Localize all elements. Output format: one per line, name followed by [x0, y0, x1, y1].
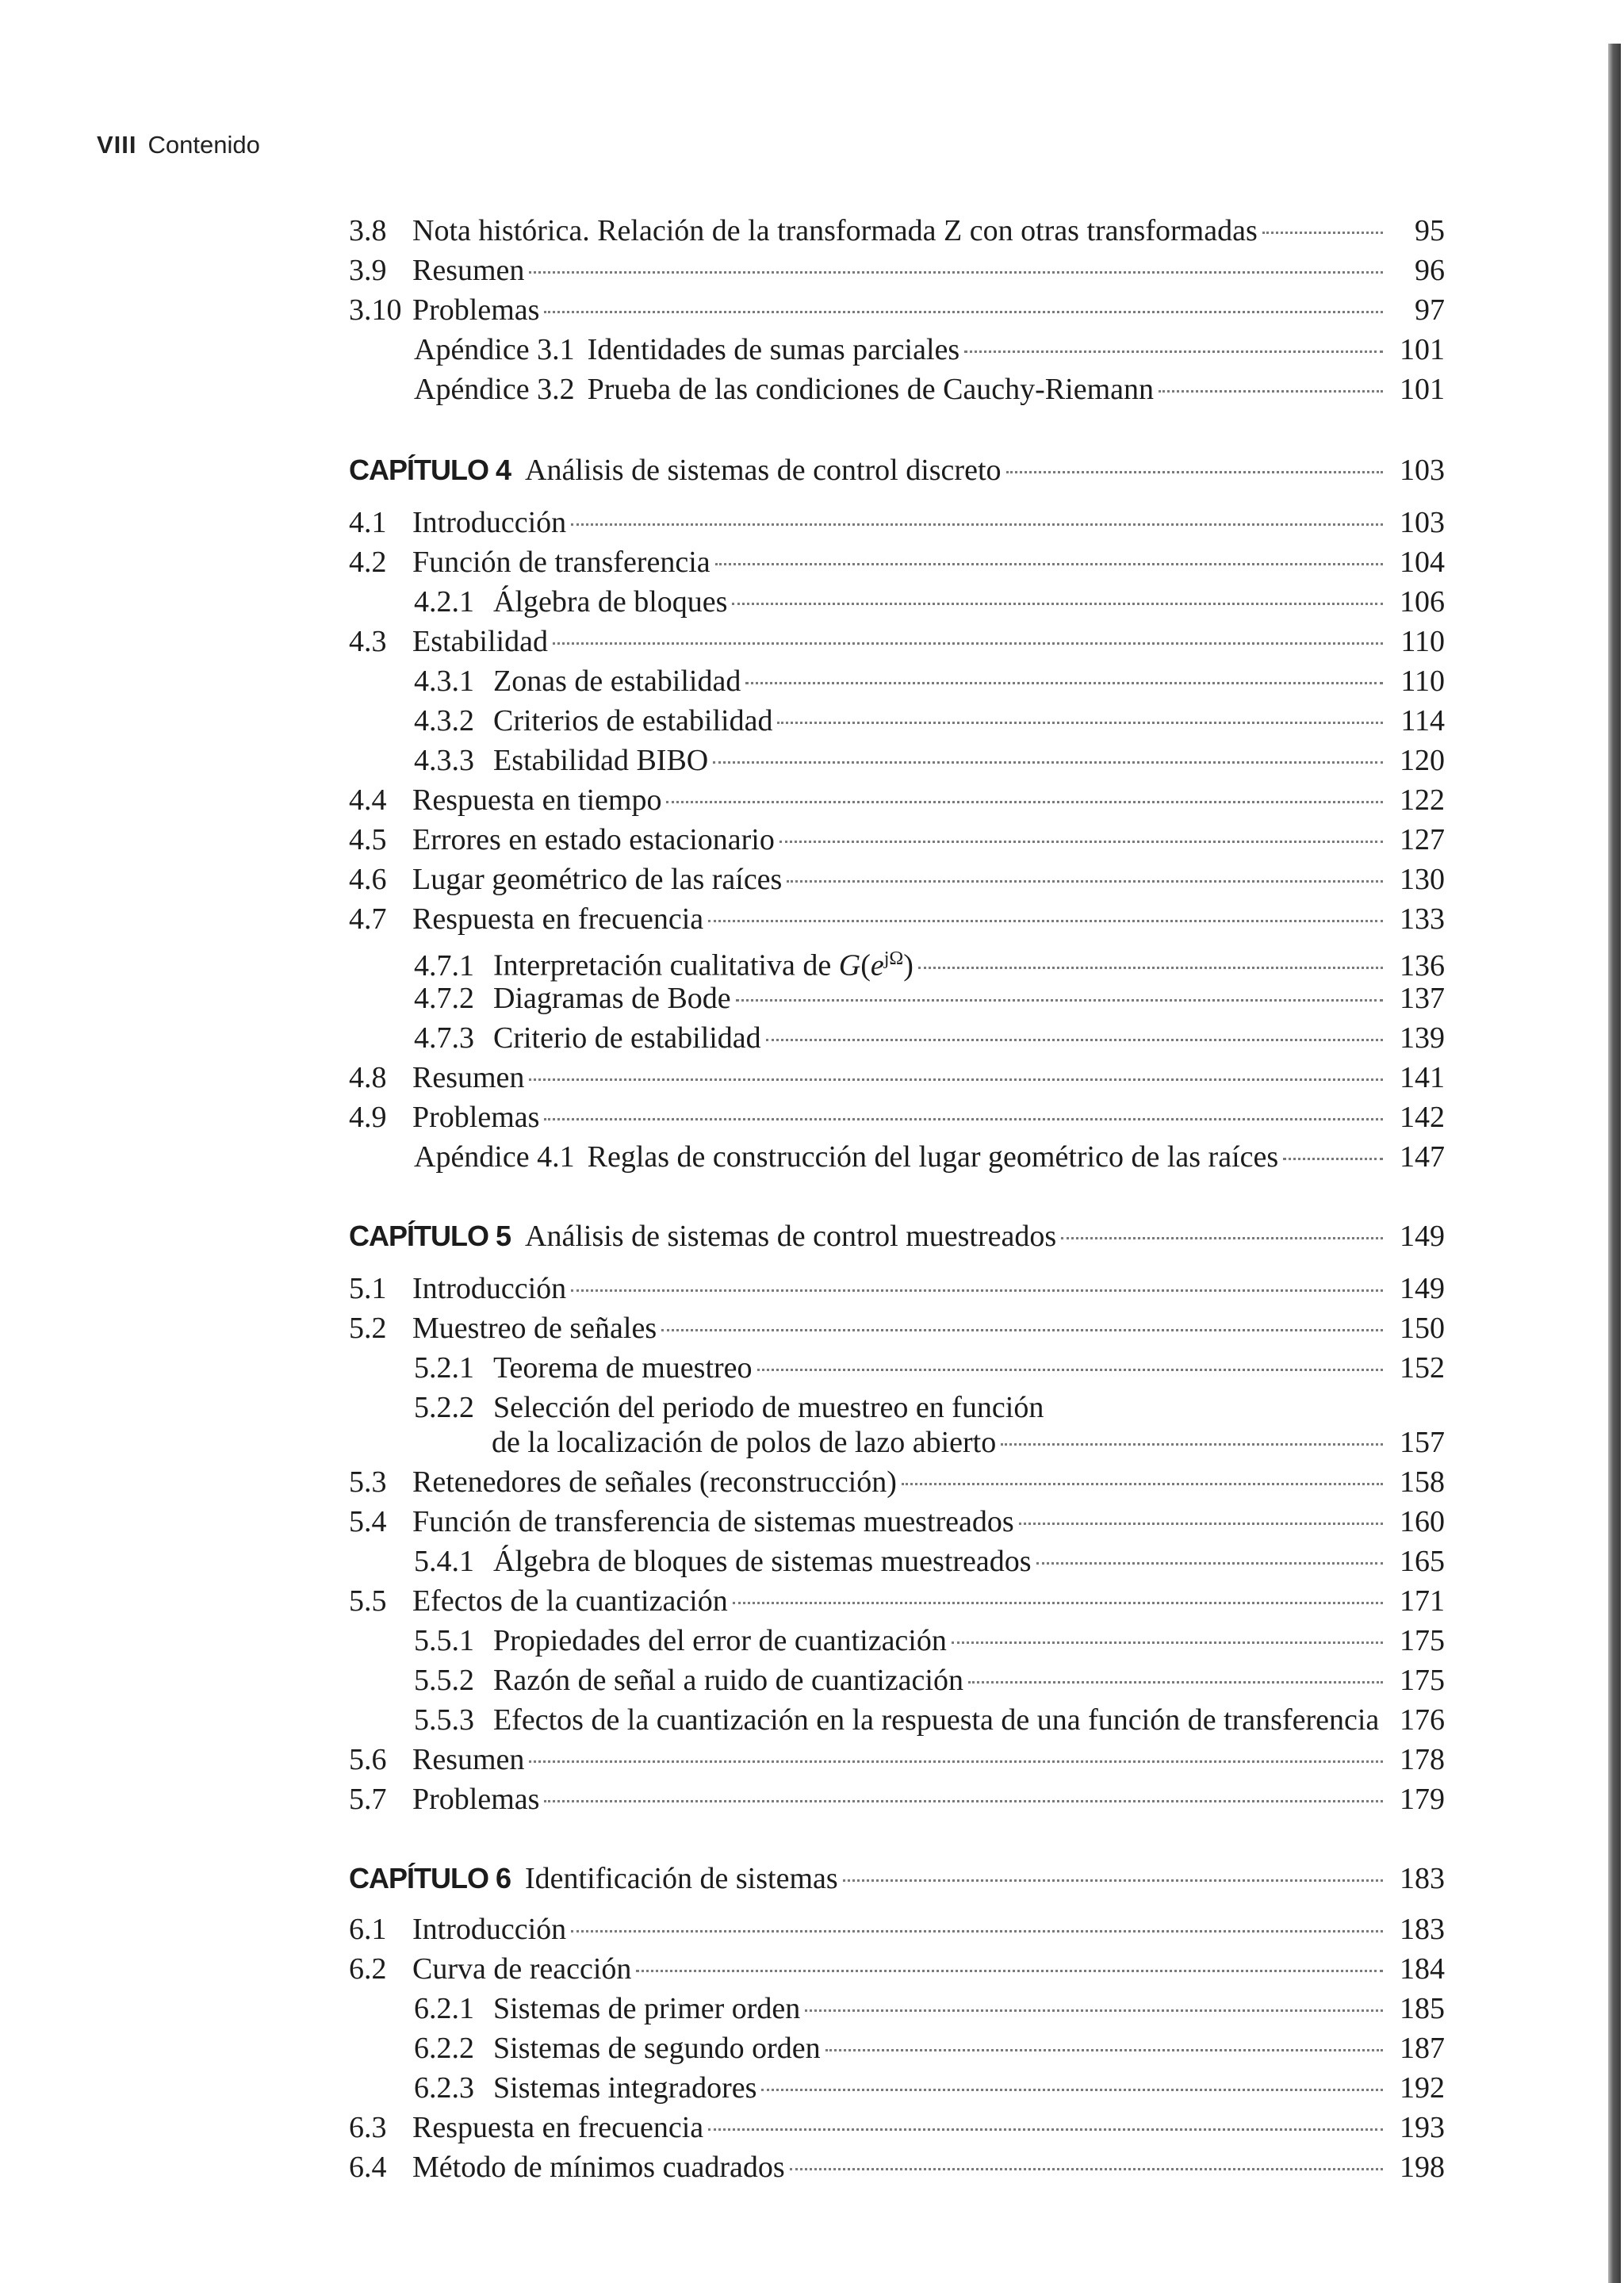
- entry-title: Lugar geométrico de las raíces: [412, 863, 783, 896]
- dot-leader: [732, 603, 1383, 605]
- entry-title: de la localización de polos de lazo abierto: [492, 1426, 997, 1459]
- section-number: 5.5.3: [414, 1703, 474, 1737]
- page-number: 110: [1400, 665, 1445, 698]
- dot-leader: [825, 2049, 1383, 2051]
- dot-leader: [757, 1369, 1383, 1371]
- toc-entry-row: [349, 2149, 1445, 2185]
- entry-title: Respuesta en frecuencia: [412, 902, 704, 936]
- dot-leader: [544, 311, 1383, 313]
- section-number: 6.2.1: [414, 1992, 474, 2025]
- dot-leader: [553, 642, 1383, 645]
- toc-entry-row: [414, 1543, 1445, 1580]
- page-number: 95: [1415, 214, 1445, 247]
- toc-entry-row: [414, 1662, 1445, 1699]
- entry-title: Sistemas de segundo orden: [493, 2032, 821, 2065]
- entry-title: Introducción: [412, 1913, 567, 1946]
- page-number: 122: [1400, 783, 1445, 817]
- entry-title: Problemas: [412, 1101, 540, 1134]
- dot-leader: [777, 722, 1383, 724]
- dot-leader: [968, 1681, 1383, 1684]
- dot-leader: [666, 801, 1383, 803]
- page-number: 104: [1400, 546, 1445, 579]
- toc-entry-row: [414, 2030, 1445, 2067]
- toc-entry-row: [414, 663, 1445, 699]
- page-number: 183: [1400, 1862, 1445, 1895]
- toc-entry-row: [349, 292, 1445, 328]
- entry-title: Método de mínimos cuadrados: [412, 2151, 785, 2184]
- entry-title: Estabilidad BIBO: [493, 744, 709, 777]
- page-number: 114: [1400, 704, 1445, 737]
- entry-title: Álgebra de bloques de sistemas muestreados: [493, 1545, 1032, 1578]
- section-number: 4.6: [349, 863, 387, 896]
- entry-title: Nota histórica. Relación de la transformada Z con otras transformadas: [412, 214, 1258, 247]
- dot-leader: [571, 523, 1383, 526]
- dot-leader: [1006, 471, 1383, 473]
- section-number: 4.7: [349, 902, 387, 936]
- page-number: 192: [1400, 2071, 1445, 2105]
- toc-entry-row: [414, 1622, 1445, 1659]
- entry-title: Estabilidad: [412, 625, 548, 658]
- toc-entry-row: [414, 940, 1445, 983]
- toc-entry-row: [349, 213, 1445, 249]
- section-number: 5.1: [349, 1272, 387, 1305]
- page-number: 157: [1400, 1426, 1445, 1459]
- dot-leader: [1159, 390, 1383, 393]
- entry-title: Curva de reacción: [412, 1952, 632, 1986]
- entry-title: Sistemas integradores: [493, 2071, 757, 2105]
- dot-leader: [1283, 1158, 1383, 1160]
- page-number: 96: [1415, 254, 1445, 287]
- dot-leader: [1262, 232, 1383, 234]
- entry-title: Razón de señal a ruido de cuantización: [493, 1664, 963, 1697]
- page-number: 137: [1400, 982, 1445, 1015]
- page-number: 179: [1400, 1783, 1445, 1816]
- entry-title: Diagramas de Bode: [493, 982, 731, 1015]
- chapter-label: CAPÍTULO 5: [349, 1220, 511, 1252]
- section-number: 4.8: [349, 1061, 387, 1094]
- toc-entry-row: [349, 1310, 1445, 1346]
- page-number: 193: [1400, 2111, 1445, 2144]
- section-number: 4.2: [349, 546, 387, 579]
- dot-leader: [952, 1641, 1383, 1644]
- entry-title: Propiedades del error de cuantización: [493, 1624, 947, 1657]
- toc-entry-row: [414, 1702, 1445, 1738]
- entry-title: Prueba de las condiciones de Cauchy-Riemann: [587, 373, 1155, 406]
- section-number: 5.2: [349, 1312, 387, 1345]
- dot-leader: [1019, 1523, 1383, 1525]
- toc-entry-row: [349, 1464, 1445, 1500]
- page-number: 101: [1400, 373, 1445, 406]
- dot-leader: [715, 563, 1383, 565]
- entry-title: Interpretación cualitativa de $G(e^{j\Omega})$: [493, 948, 914, 983]
- toc-entry-row: [349, 782, 1445, 818]
- toc-entry-row: [414, 331, 1445, 368]
- dot-leader: [571, 1289, 1383, 1292]
- section-number: 4.3.2: [414, 704, 474, 737]
- section-number: 4.1: [349, 506, 387, 539]
- entry-title: Resumen: [412, 254, 525, 287]
- toc-entry-row: [414, 1389, 1445, 1426]
- page-number: 101: [1400, 333, 1445, 366]
- dot-leader: [571, 1930, 1383, 1933]
- toc-entry-row: [349, 1741, 1445, 1778]
- dot-leader: [918, 967, 1383, 969]
- toc-entry-row: [414, 1990, 1445, 2027]
- page-number: 185: [1400, 1992, 1445, 2025]
- entry-title: Selección del periodo de muestreo en función: [493, 1391, 1044, 1424]
- toc-entry-row: [349, 901, 1445, 937]
- dot-leader: [1001, 1443, 1383, 1446]
- header-page-number: VIII: [97, 131, 137, 159]
- section-number: 5.4: [349, 1505, 387, 1538]
- entry-title: Función de transferencia: [412, 546, 710, 579]
- section-number: 4.7.3: [414, 1021, 474, 1055]
- section-number: 5.2.1: [414, 1351, 474, 1385]
- page-number: 198: [1400, 2151, 1445, 2184]
- dot-leader: [745, 682, 1383, 684]
- toc-entry-row: [414, 742, 1445, 779]
- entry-title: Criterio de estabilidad: [493, 1021, 761, 1055]
- page-number: 110: [1400, 625, 1445, 658]
- page-number: 187: [1400, 2032, 1445, 2065]
- section-number: 5.2.2: [414, 1391, 474, 1424]
- entry-title: Identidades de sumas parciales: [587, 333, 960, 366]
- dot-leader: [636, 1970, 1383, 1972]
- toc-entry-row: [349, 1951, 1445, 1987]
- section-number: 5.5.2: [414, 1664, 474, 1697]
- dot-leader: [529, 1078, 1383, 1081]
- page-number: 103: [1400, 454, 1445, 487]
- page-number: 120: [1400, 744, 1445, 777]
- section-number: 5.3: [349, 1465, 387, 1499]
- entry-title: Problemas: [412, 293, 540, 327]
- toc-entry-row: [349, 623, 1445, 660]
- toc-entry-row: [349, 544, 1445, 580]
- page-number: 97: [1415, 293, 1445, 327]
- dot-leader: [787, 880, 1383, 883]
- dot-leader: [805, 2009, 1383, 2012]
- dot-leader: [733, 1602, 1383, 1604]
- section-number: 4.9: [349, 1101, 387, 1134]
- page-number: 175: [1400, 1664, 1445, 1697]
- entry-title: Errores en estado estacionario: [412, 823, 775, 856]
- section-number: 5.5.1: [414, 1624, 474, 1657]
- dot-leader: [661, 1329, 1383, 1331]
- page-number: 133: [1400, 902, 1445, 936]
- dot-leader: [964, 350, 1383, 353]
- toc-entry-row: [349, 1059, 1445, 1096]
- section-number: 6.2: [349, 1952, 387, 1986]
- dot-leader: [1036, 1562, 1383, 1565]
- page-number: 183: [1400, 1913, 1445, 1946]
- dot-leader: [708, 2128, 1383, 2131]
- dot-leader: [779, 841, 1383, 843]
- dot-leader: [1061, 1237, 1383, 1239]
- toc-entry-row: [349, 2109, 1445, 2146]
- page-number: 149: [1400, 1220, 1445, 1253]
- page-number: 152: [1400, 1351, 1445, 1385]
- entry-title: Muestreo de señales: [412, 1312, 657, 1345]
- page-number: 127: [1400, 823, 1445, 856]
- entry-title: Análisis de sistemas de control muestreados: [525, 1220, 1057, 1253]
- section-number: 4.5: [349, 823, 387, 856]
- section-number: 4.7.1: [414, 948, 474, 983]
- toc-entry-row: [349, 504, 1445, 541]
- toc-entry-row: [492, 1424, 1445, 1461]
- page-number: 150: [1400, 1312, 1445, 1345]
- entry-title: Resumen: [412, 1061, 525, 1094]
- section-number: 4.3.1: [414, 665, 474, 698]
- dot-leader: [544, 1118, 1383, 1120]
- entry-title: Introducción: [412, 1272, 567, 1305]
- entry-title: Efectos de la cuantización en la respuesta de una función de transferencia: [493, 1703, 1380, 1737]
- entry-title: Efectos de la cuantización: [412, 1584, 728, 1618]
- page-number: 178: [1400, 1743, 1445, 1776]
- chapter-label: CAPÍTULO 4: [349, 454, 511, 486]
- page-number: 103: [1400, 506, 1445, 539]
- entry-title: Zonas de estabilidad: [493, 665, 741, 698]
- toc-entry-row: [349, 822, 1445, 858]
- section-number: 6.4: [349, 2151, 387, 2184]
- toc-entry-row: [414, 1020, 1445, 1056]
- page-number: 149: [1400, 1272, 1445, 1305]
- entry-title: Problemas: [412, 1783, 540, 1816]
- toc-entry-row: [414, 371, 1445, 408]
- page-number: 147: [1400, 1140, 1445, 1174]
- toc-chapter-row: [349, 452, 1445, 488]
- toc-entry-row: [349, 1911, 1445, 1948]
- section-number: 3.8: [349, 214, 387, 247]
- page-number: 184: [1400, 1952, 1445, 1986]
- section-number: 5.7: [349, 1783, 387, 1816]
- toc-entry-row: [414, 584, 1445, 620]
- toc-entry-row: [349, 1781, 1445, 1818]
- entry-title: Retenedores de señales (reconstrucción): [412, 1465, 897, 1499]
- page-number: 136: [1400, 948, 1445, 983]
- toc-entry-row: [349, 252, 1445, 289]
- entry-title: Respuesta en frecuencia: [412, 2111, 704, 2144]
- entry-title: Función de transferencia de sistemas muestreados: [412, 1505, 1014, 1538]
- section-number: 4.3: [349, 625, 387, 658]
- dot-leader: [761, 2089, 1383, 2091]
- dot-leader: [708, 920, 1383, 922]
- page-number: 139: [1400, 1021, 1445, 1055]
- section-number: 4.7.2: [414, 982, 474, 1015]
- dot-leader: [713, 761, 1383, 764]
- page-number: 130: [1400, 863, 1445, 896]
- section-number: 5.5: [349, 1584, 387, 1618]
- entry-title: Resumen: [412, 1743, 525, 1776]
- entry-title: Criterios de estabilidad: [493, 704, 773, 737]
- entry-title: Álgebra de bloques: [493, 585, 728, 619]
- page-number: 158: [1400, 1465, 1445, 1499]
- section-number: 4.3.3: [414, 744, 474, 777]
- toc-chapter-row: [349, 1218, 1445, 1255]
- page-number: 141: [1400, 1061, 1445, 1094]
- entry-title: Sistemas de primer orden: [493, 1992, 801, 2025]
- toc-entry-row: [414, 703, 1445, 739]
- toc-entry-row: [349, 1270, 1445, 1307]
- section-number: 3.10: [349, 293, 402, 327]
- entry-title: Respuesta en tiempo: [412, 783, 662, 817]
- entry-title: Identificación de sistemas: [525, 1862, 838, 1895]
- section-number: Apéndice 4.1: [414, 1140, 575, 1174]
- section-number: 5.6: [349, 1743, 387, 1776]
- toc-entry-row: [349, 1503, 1445, 1540]
- section-number: 5.4.1: [414, 1545, 474, 1578]
- section-number: 6.3: [349, 2111, 387, 2144]
- dot-leader: [902, 1483, 1383, 1485]
- section-number: 3.9: [349, 254, 387, 287]
- toc-entry-row: [414, 2070, 1445, 2106]
- dot-leader: [529, 1760, 1383, 1763]
- header-title: Contenido: [147, 131, 260, 159]
- dot-leader: [766, 1039, 1383, 1041]
- section-number: 4.4: [349, 783, 387, 817]
- dot-leader: [790, 2168, 1383, 2170]
- section-number: Apéndice 3.1: [414, 333, 575, 366]
- entry-title: Reglas de construcción del lugar geométrico de las raíces: [587, 1140, 1279, 1174]
- section-number: Apéndice 3.2: [414, 373, 575, 406]
- page-number: 160: [1400, 1505, 1445, 1538]
- toc-entry-row: [414, 1139, 1445, 1175]
- toc-entry-row: [414, 1350, 1445, 1386]
- section-number: 6.1: [349, 1913, 387, 1946]
- dot-leader: [843, 1879, 1383, 1882]
- dot-leader: [736, 999, 1383, 1002]
- toc-entry-row: [349, 1583, 1445, 1619]
- chapter-label: CAPÍTULO 6: [349, 1862, 511, 1894]
- page-number: 176: [1400, 1703, 1445, 1737]
- section-number: 6.2.2: [414, 2032, 474, 2065]
- toc-entry-row: [349, 1099, 1445, 1136]
- dot-leader: [544, 1800, 1383, 1802]
- toc-chapter-row: [349, 1860, 1445, 1897]
- toc-entry-row: [414, 980, 1445, 1017]
- page-number: 175: [1400, 1624, 1445, 1657]
- entry-title: Teorema de muestreo: [493, 1351, 753, 1385]
- page-number: 171: [1400, 1584, 1445, 1618]
- section-number: 4.2.1: [414, 585, 474, 619]
- section-number: 6.2.3: [414, 2071, 474, 2105]
- page-number: 106: [1400, 585, 1445, 619]
- page-number: 165: [1400, 1545, 1445, 1578]
- toc-entry-row: [349, 861, 1445, 898]
- entry-title: Análisis de sistemas de control discreto: [525, 454, 1002, 487]
- dot-leader: [529, 271, 1383, 274]
- page-number: 142: [1400, 1101, 1445, 1134]
- entry-title: Introducción: [412, 506, 567, 539]
